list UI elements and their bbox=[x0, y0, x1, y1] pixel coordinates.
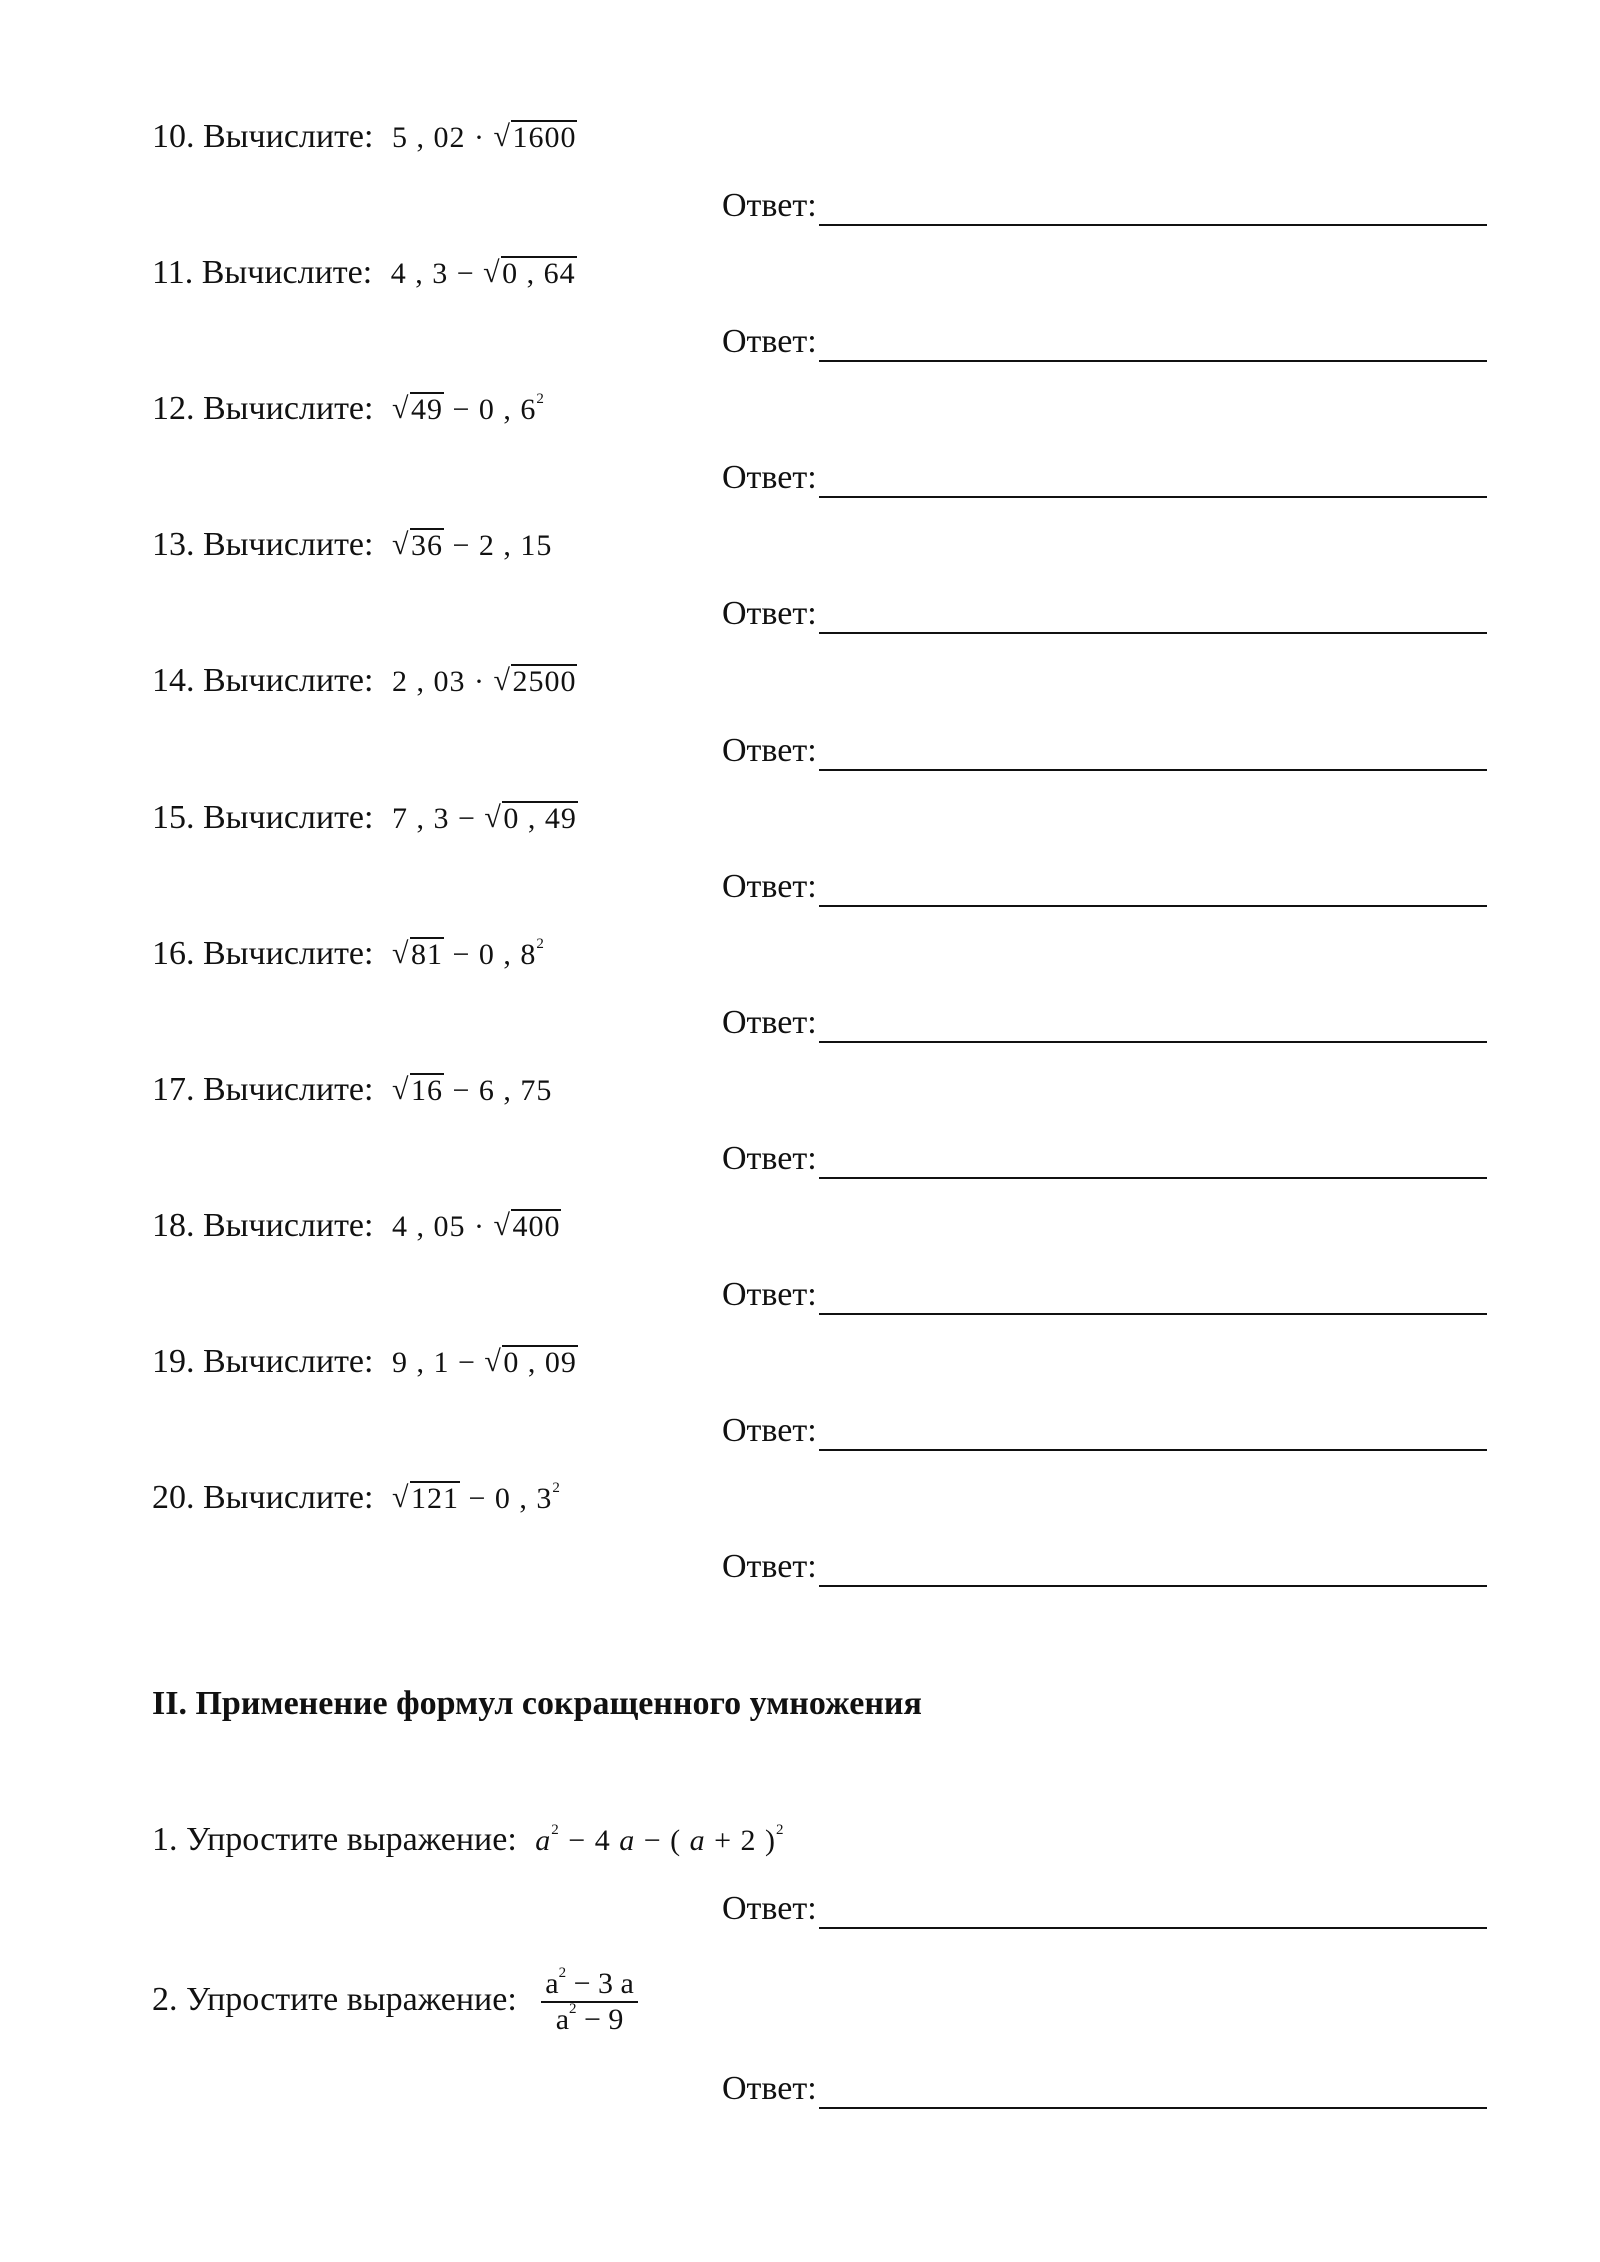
answer-blank[interactable] bbox=[819, 468, 1487, 498]
task-label: 19. Вычислите: bbox=[152, 1343, 374, 1380]
fraction-expression bbox=[541, 1967, 638, 2037]
task-label: 11. Вычислите: bbox=[152, 254, 373, 291]
task-expression: √ 81 − 0 , $8^2$ bbox=[392, 938, 545, 971]
answer-label: Ответ: bbox=[722, 459, 817, 496]
task-expression: √ 36 − 2 , 15 bbox=[392, 529, 552, 562]
section-title: II. Применение формул сокращенного умножения bbox=[152, 1685, 922, 1722]
task-12 bbox=[152, 389, 545, 430]
answer-blank[interactable] bbox=[819, 604, 1487, 634]
answer-label: Ответ: bbox=[722, 187, 817, 224]
answer-blank[interactable] bbox=[819, 1899, 1487, 1929]
answer-row bbox=[722, 322, 1487, 362]
answer-blank[interactable] bbox=[819, 332, 1487, 362]
answer-label: Ответ: bbox=[722, 1890, 817, 1927]
answer-label: Ответ: bbox=[722, 1412, 817, 1449]
task-label: 2. Упростите выражение: bbox=[152, 1981, 517, 2018]
answer-row bbox=[722, 1411, 1487, 1451]
answer-label: Ответ: bbox=[722, 323, 817, 360]
task-label: 15. Вычислите: bbox=[152, 799, 374, 836]
answer-row bbox=[722, 1003, 1487, 1043]
answer-row bbox=[722, 1275, 1487, 1315]
answer-row bbox=[722, 2069, 1487, 2109]
section2-task-2 bbox=[152, 1960, 638, 2040]
task-expression: √ 49 − 0 , $6^2$ bbox=[392, 393, 545, 426]
answer-row bbox=[722, 186, 1487, 226]
answer-row bbox=[722, 458, 1487, 498]
task-expression: 9 , 1 − √ 0 , 09 bbox=[392, 1346, 578, 1379]
task-expression: 7 , 3 − √ 0 , 49 bbox=[392, 802, 578, 835]
task-label: 13. Вычислите: bbox=[152, 526, 374, 563]
answer-row bbox=[722, 731, 1487, 771]
answer-label: Ответ: bbox=[722, 2070, 817, 2107]
task-expression: √ 121 − 0 , $3^2$ bbox=[392, 1482, 561, 1515]
task-16 bbox=[152, 934, 545, 975]
task-label: 1. Упростите выражение: bbox=[152, 1821, 517, 1858]
task-10 bbox=[152, 117, 577, 158]
task-15 bbox=[152, 798, 578, 839]
answer-label: Ответ: bbox=[722, 1004, 817, 1041]
answer-blank[interactable] bbox=[819, 877, 1487, 907]
section2-task-1 bbox=[152, 1820, 785, 1861]
task-label: 10. Вычислите: bbox=[152, 118, 374, 155]
answer-blank[interactable] bbox=[819, 2079, 1487, 2109]
answer-blank[interactable] bbox=[819, 196, 1487, 226]
task-11 bbox=[152, 253, 577, 294]
task-label: 14. Вычислите: bbox=[152, 662, 374, 699]
answer-label: Ответ: bbox=[722, 1276, 817, 1313]
answer-row bbox=[722, 594, 1487, 634]
answer-row bbox=[722, 867, 1487, 907]
answer-label: Ответ: bbox=[722, 595, 817, 632]
task-20 bbox=[152, 1478, 561, 1519]
task-17 bbox=[152, 1070, 552, 1111]
answer-label: Ответ: bbox=[722, 868, 817, 905]
task-expression: 4 , 05 · √ 400 bbox=[392, 1210, 562, 1243]
task-label: 16. Вычислите: bbox=[152, 935, 374, 972]
answer-label: Ответ: bbox=[722, 1548, 817, 1585]
task-14 bbox=[152, 661, 577, 702]
task-19 bbox=[152, 1342, 578, 1383]
task-label: 18. Вычислите: bbox=[152, 1207, 374, 1244]
task-expression: √ 16 − 6 , 75 bbox=[392, 1074, 552, 1107]
answer-blank[interactable] bbox=[819, 1285, 1487, 1315]
task-label: 20. Вычислите: bbox=[152, 1479, 374, 1516]
task-label: 12. Вычислите: bbox=[152, 390, 374, 427]
answer-blank[interactable] bbox=[819, 1421, 1487, 1451]
answer-row bbox=[722, 1547, 1487, 1587]
task-expression: 4 , 3 − √ 0 , 64 bbox=[391, 257, 577, 290]
task-expression: $a^2 - 4$ a − ( a + 2 )$^2$ bbox=[535, 1822, 785, 1857]
answer-label: Ответ: bbox=[722, 732, 817, 769]
task-18 bbox=[152, 1206, 561, 1247]
task-13 bbox=[152, 525, 552, 566]
fraction-numerator: $a^2 - 3$ a bbox=[541, 1967, 638, 2003]
task-expression: 5 , 02 · √ 1600 bbox=[392, 121, 578, 154]
answer-blank[interactable] bbox=[819, 1149, 1487, 1179]
task-expression: 2 , 03 · √ 2500 bbox=[392, 665, 578, 698]
answer-label: Ответ: bbox=[722, 1140, 817, 1177]
answer-row bbox=[722, 1889, 1487, 1929]
task-label: 17. Вычислите: bbox=[152, 1071, 374, 1108]
answer-blank[interactable] bbox=[819, 1013, 1487, 1043]
answer-row bbox=[722, 1139, 1487, 1179]
answer-blank[interactable] bbox=[819, 741, 1487, 771]
fraction-denominator: $a^2 - 9$ bbox=[555, 2001, 624, 2037]
answer-blank[interactable] bbox=[819, 1557, 1487, 1587]
